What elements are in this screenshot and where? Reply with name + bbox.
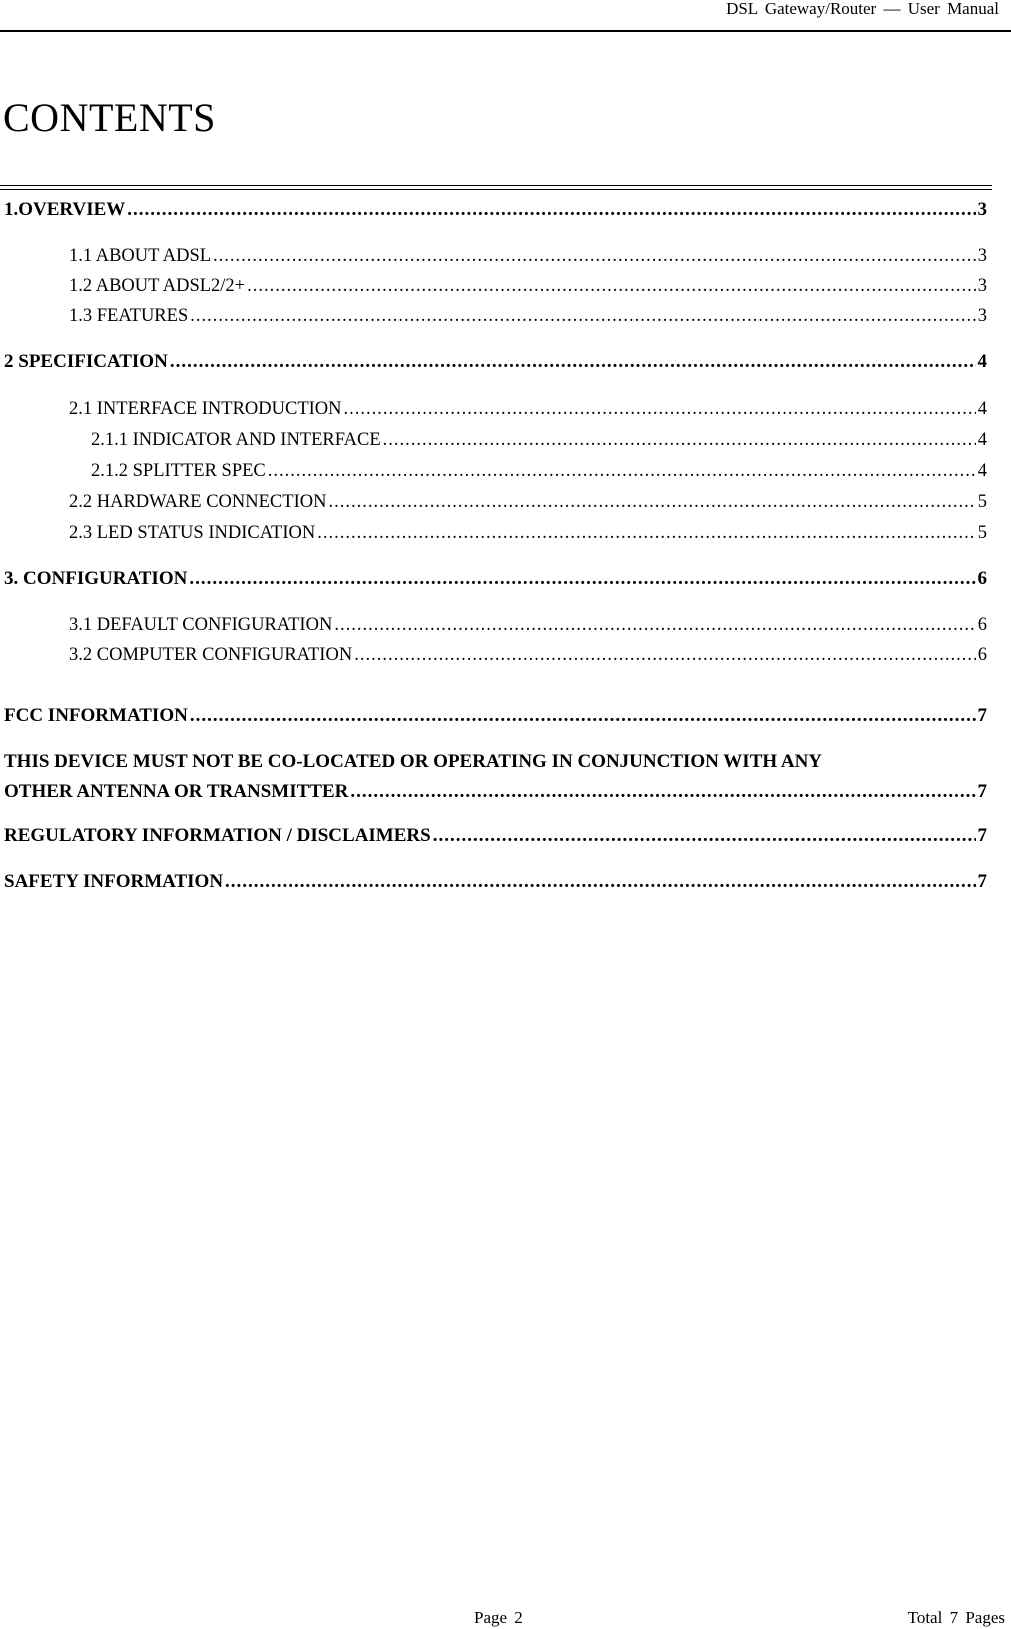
toc-entry-label: SAFETY INFORMATION: [4, 871, 224, 892]
toc-leader-dots: [170, 350, 976, 374]
toc-entry-page: 3: [977, 276, 987, 296]
toc-entry-configuration[interactable]: [4, 567, 987, 591]
toc-leader-dots: [317, 521, 976, 545]
toc-leader-dots: [433, 824, 976, 848]
toc-entry-label: 2.1.2 SPLITTER SPEC: [91, 461, 266, 481]
toc-entry-page: 4: [977, 461, 987, 481]
toc-entry-page: 7: [977, 705, 987, 726]
toc-entry-page: 3: [977, 246, 987, 266]
toc-leader-dots: [344, 397, 976, 421]
footer-page-number: Page 2: [474, 1608, 523, 1627]
toc-entry-hardware-connection[interactable]: [69, 490, 987, 514]
toc-leader-dots: [334, 613, 975, 637]
toc-entry-label: 2.2 HARDWARE CONNECTION: [69, 492, 327, 512]
toc-entry-label: REGULATORY INFORMATION / DISCLAIMERS: [4, 825, 431, 846]
toc-entry-led-status-indication[interactable]: [69, 521, 987, 545]
toc-leader-dots: [383, 428, 976, 452]
toc-entry-page: 4: [977, 430, 987, 450]
toc-entry-page: 3: [977, 306, 987, 326]
toc-entry-page: 6: [977, 615, 987, 635]
toc-entry-label: 2.3 LED STATUS INDICATION: [69, 523, 316, 543]
toc-leader-dots: [268, 459, 976, 483]
toc-entry-co-location-line1[interactable]: THIS DEVICE MUST NOT BE CO-LOCATED OR OPERATING IN CONJUNCTION WITH ANY: [4, 751, 823, 772]
toc-entry-label: 2 SPECIFICATION: [4, 351, 168, 372]
toc-entry-regulatory-information[interactable]: [4, 824, 987, 848]
toc-leader-dots: [190, 304, 976, 328]
toc-entry-about-adsl2[interactable]: [69, 274, 987, 298]
toc-leader-dots: [127, 198, 975, 222]
toc-entry-page: 5: [977, 492, 987, 512]
toc-entry-co-location[interactable]: [4, 780, 987, 804]
toc-entry-label: 1.OVERVIEW: [4, 199, 126, 220]
toc-entry-page: 4: [977, 351, 987, 372]
toc-entry-safety-information[interactable]: [4, 870, 987, 894]
toc-leader-dots: [247, 274, 976, 298]
toc-entry-label: 1.2 ABOUT ADSL2/2+: [69, 276, 246, 296]
toc-entry-page: 3: [977, 199, 987, 220]
running-header: DSL Gateway/Router — User Manual: [726, 0, 999, 18]
toc-leader-dots: [225, 870, 975, 894]
toc-leader-dots: [213, 244, 976, 268]
toc-entry-default-configuration[interactable]: [69, 613, 987, 637]
toc-entry-label: FCC INFORMATION: [4, 705, 188, 726]
page-title: CONTENTS: [3, 95, 216, 140]
toc-entry-page: 6: [977, 645, 987, 665]
toc-leader-dots: [190, 704, 976, 728]
toc-entry-page: 5: [977, 523, 987, 543]
footer-total-pages: Total 7 Pages: [907, 1608, 1005, 1627]
toc-entry-indicator-and-interface[interactable]: [91, 428, 987, 452]
toc-leader-dots: [350, 780, 975, 804]
toc-entry-specification[interactable]: [4, 350, 987, 374]
toc-entry-label: 3. CONFIGURATION: [4, 568, 188, 589]
toc-entry-label: 1.3 FEATURES: [69, 306, 189, 326]
toc-leader-dots: [328, 490, 975, 514]
toc-entry-label: 3.2 COMPUTER CONFIGURATION: [69, 645, 353, 665]
toc-entry-features[interactable]: [69, 304, 987, 328]
toc-entry-about-adsl[interactable]: [69, 244, 987, 268]
toc-entry-splitter-spec[interactable]: [91, 459, 987, 483]
toc-entry-page: 7: [977, 871, 987, 892]
toc-entry-page: 6: [977, 568, 987, 589]
toc-entry-label: 3.1 DEFAULT CONFIGURATION: [69, 615, 333, 635]
toc-entry-label: 1.1 ABOUT ADSL: [69, 246, 212, 266]
toc-entry-label: OTHER ANTENNA OR TRANSMITTER: [4, 781, 349, 802]
toc-entry-interface-introduction[interactable]: [69, 397, 987, 421]
toc-leader-dots: [189, 567, 975, 591]
toc-entry-computer-configuration[interactable]: [69, 643, 987, 667]
toc-entry-page: 7: [977, 825, 987, 846]
toc-leader-dots: [354, 643, 976, 667]
toc-entry-label: 2.1 INTERFACE INTRODUCTION: [69, 399, 342, 419]
header-rule: [0, 30, 1011, 32]
toc-entry-fcc-information[interactable]: [4, 704, 987, 728]
toc-entry-page: 4: [977, 399, 987, 419]
toc-entry-label: 2.1.1 INDICATOR AND INTERFACE: [91, 430, 381, 450]
toc-entry-page: 7: [977, 781, 987, 802]
toc-entry-overview[interactable]: [4, 198, 987, 222]
title-double-rule: [0, 185, 992, 190]
